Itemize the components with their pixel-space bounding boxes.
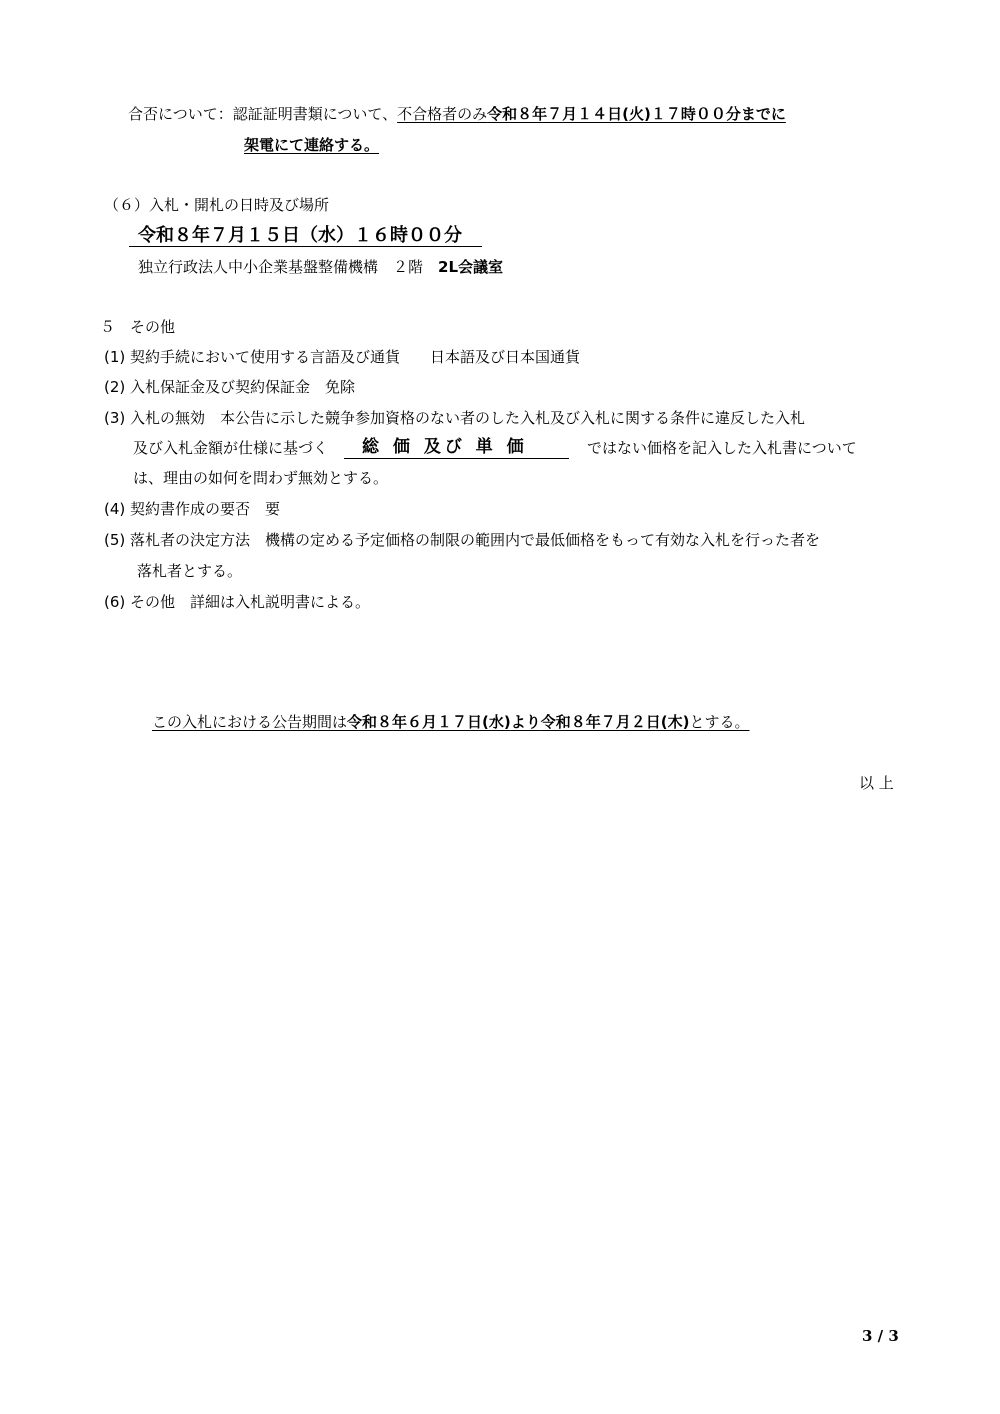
item-text: 入札保証金及び契約保証金 免除	[130, 378, 356, 396]
list-item	[104, 347, 580, 367]
datetime-underline	[129, 246, 482, 247]
list-item	[104, 530, 820, 550]
list-item	[104, 592, 370, 612]
item-number: (4)	[104, 500, 126, 518]
price-emphasis-underline	[344, 458, 569, 459]
item-number: (2)	[104, 378, 126, 396]
item-number: (5)	[104, 531, 126, 549]
item-number: (3)	[104, 409, 126, 427]
item3-post: ではない価格を記入した入札書について	[587, 439, 857, 457]
price-emphasis: 総 価 及び 単 価	[362, 437, 528, 457]
notice-start-date: 令和８年６月１７日(水)	[347, 713, 511, 731]
pass-fail-label: 合否について：	[128, 105, 233, 123]
pass-fail-contact: 架電にて連絡する。	[244, 136, 380, 154]
notice-post: とする。	[689, 713, 750, 731]
item-text: 入札の無効 本公告に示した競争参加資格のない者のした入札及び入札に関する条件に違反した入札	[130, 409, 806, 427]
closing-text: 以 上	[859, 774, 894, 792]
list-item	[104, 499, 280, 519]
notice-mid: より	[510, 713, 541, 731]
item3-line3: は、理由の如何を問わず無効とする。	[133, 469, 389, 487]
item-text: 契約書作成の要否 要	[130, 500, 281, 518]
opening-datetime: 令和８年７月１５日（水）１６時００分	[138, 225, 462, 246]
page-number: 3 / 3	[862, 1327, 899, 1345]
opening-room: 2L会議室	[438, 258, 504, 276]
section6-heading: （６）入札・開札の日時及び場所	[104, 196, 330, 214]
item5-line2: 落札者とする。	[137, 562, 243, 580]
item-number: (6)	[104, 593, 126, 611]
list-item	[104, 408, 805, 428]
pass-fail-text: 認証証明書類について、	[232, 105, 398, 123]
notice-period	[152, 712, 749, 732]
list-item	[104, 377, 355, 397]
pass-fail-deadline: 令和８年７月１４日(火)１７時００分までに	[487, 105, 786, 123]
item3-line2	[133, 438, 328, 458]
notice-end-date: 令和８年７月２日(木)	[540, 713, 690, 731]
item-number: (1)	[104, 348, 126, 366]
opening-place	[138, 257, 503, 277]
item-text: 契約手続において使用する言語及び通貨 日本語及び日本国通貨	[130, 348, 581, 366]
section5-heading: ５ その他	[100, 318, 176, 336]
item-text: その他 詳細は入札説明書による。	[130, 593, 371, 611]
opening-place-text: 独立行政法人中小企業基盤整備機構 ２階	[138, 258, 439, 276]
failed-only-text: 不合格者のみ	[397, 105, 488, 123]
item3-pre: 及び入札金額が仕様に基づく	[133, 439, 329, 457]
notice-pre: この入札における公告期間は	[152, 713, 348, 731]
pass-fail-line	[128, 104, 786, 124]
item-text: 落札者の決定方法 機構の定める予定価格の制限の範囲内で最低価格をもって有効な入札を行った者を	[130, 531, 821, 549]
